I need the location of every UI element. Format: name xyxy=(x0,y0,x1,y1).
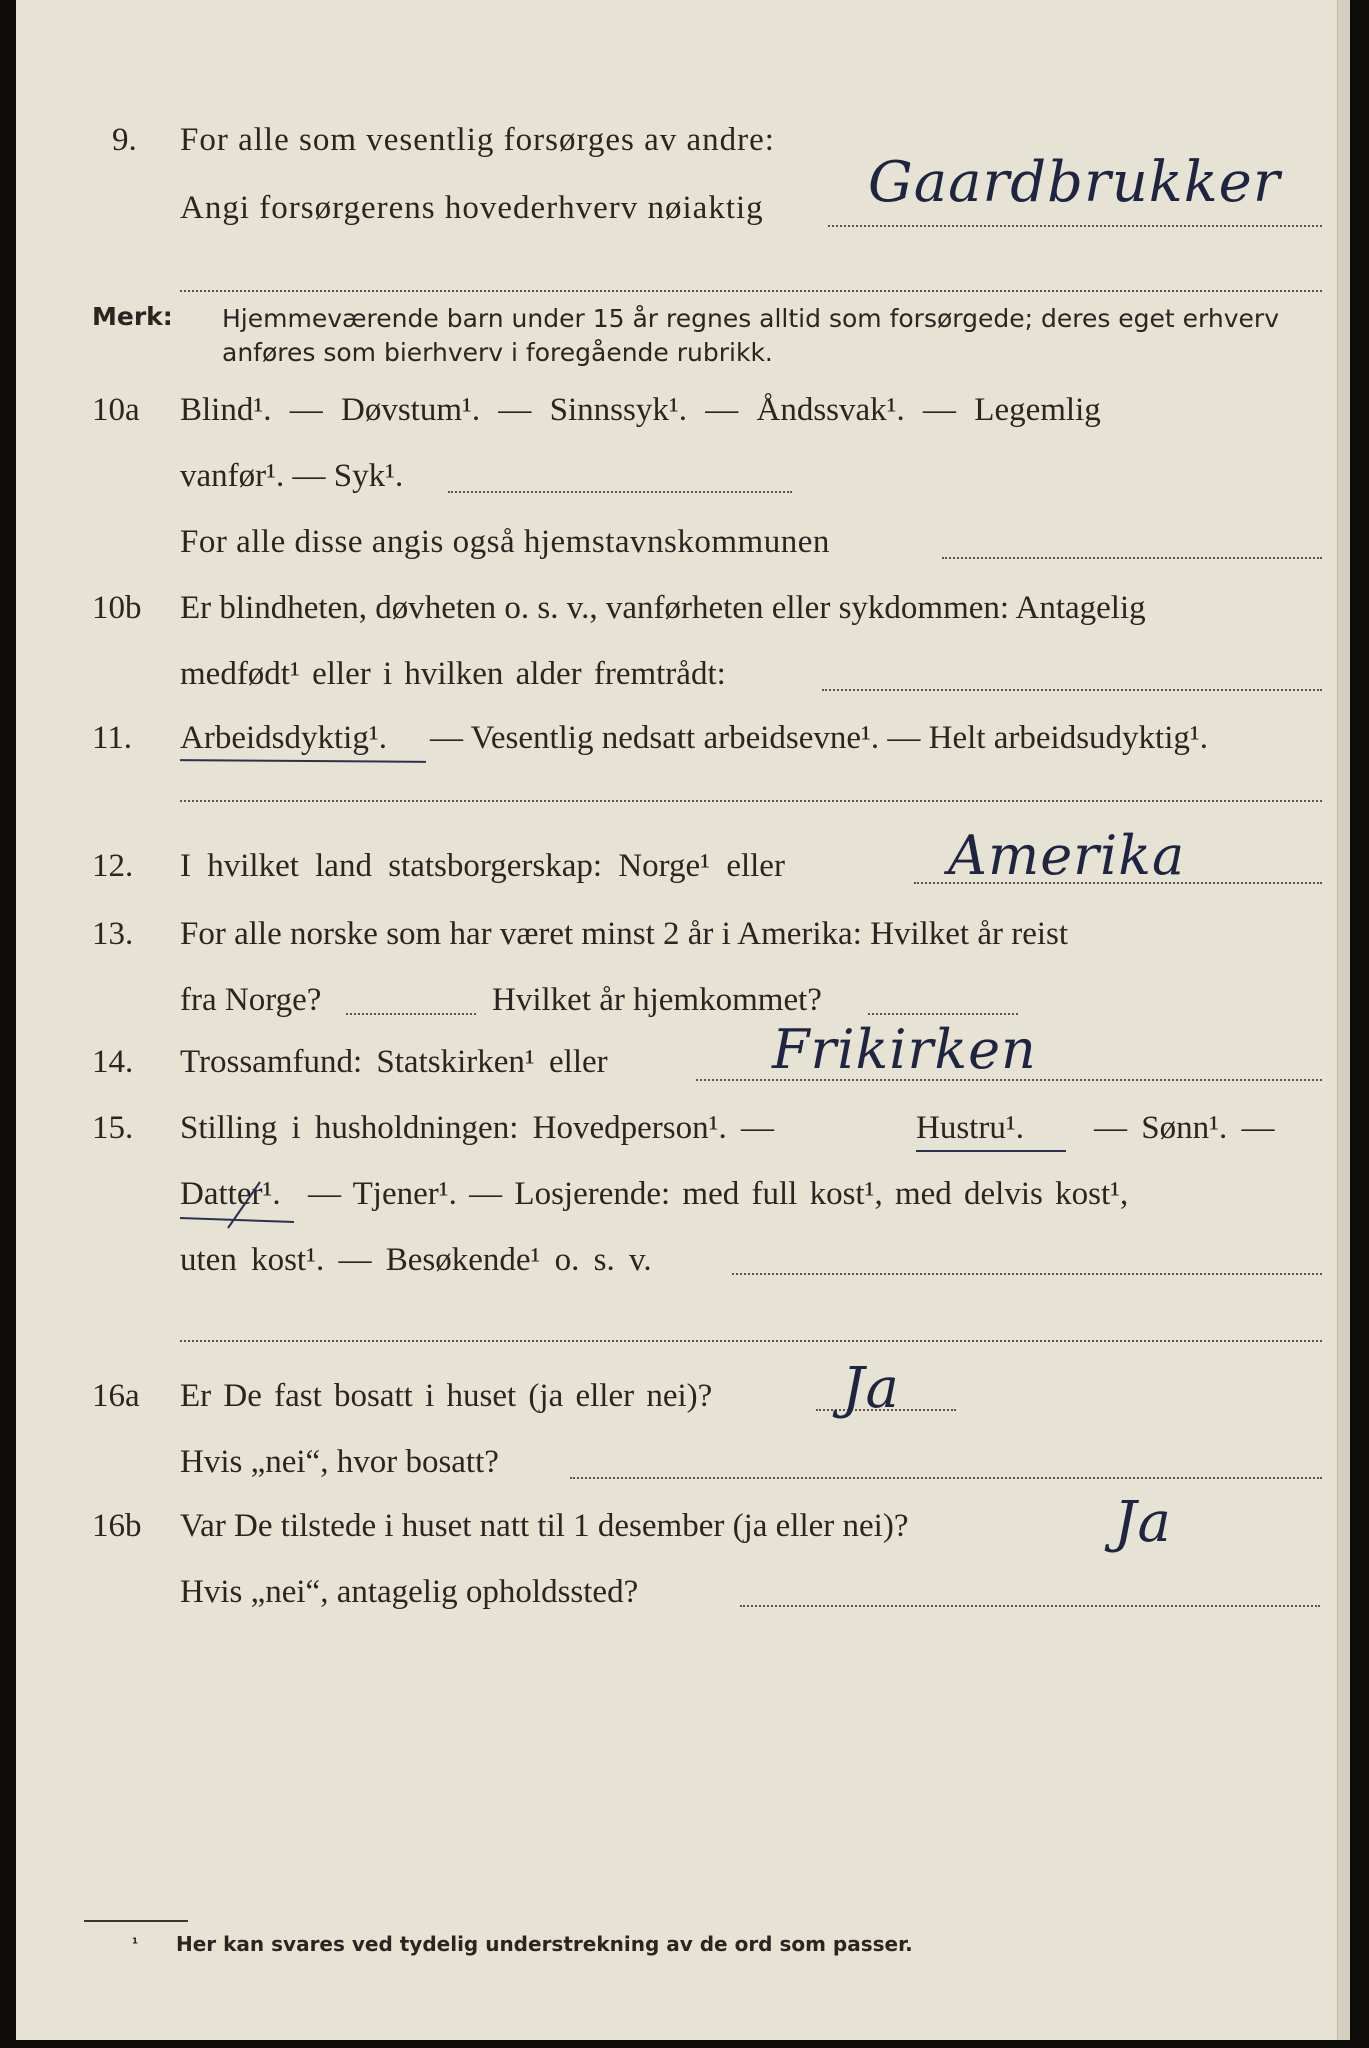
footnote-mark: ¹ xyxy=(132,1936,139,1952)
q10a-line3-blank xyxy=(942,557,1322,559)
q13-line1: For alle norske som har været minst 2 år i Amerika: Hvilket år reist xyxy=(180,916,1069,952)
q15-hustru-underline-mark xyxy=(916,1150,1066,1152)
q16a-line2: Hvis „nei“, hvor bosatt? xyxy=(180,1444,499,1480)
q15-blank-line xyxy=(180,1340,1322,1342)
q10b-blank xyxy=(822,689,1322,691)
q16a-number: 16a xyxy=(92,1378,140,1414)
q9-answer-line xyxy=(828,225,1322,227)
q15-line1a: Stilling i husholdningen: Hovedperson¹. — xyxy=(180,1110,774,1146)
footnote-text: Her kan svares ved tydelig understrekning av de ord som passer. xyxy=(176,1932,913,1956)
q11-number: 11. xyxy=(92,720,133,756)
q9-number: 9. xyxy=(112,122,137,158)
footnote-rule xyxy=(84,1920,188,1922)
q9-line1: For alle som vesentlig forsørges av andre: xyxy=(180,122,775,158)
merk-label: Merk: xyxy=(92,302,173,331)
q10a-number: 10a xyxy=(92,392,140,428)
q10a-line2-blank xyxy=(448,491,792,493)
q16a-answer-handwriting: Ja xyxy=(842,1356,900,1421)
q13-number: 13. xyxy=(92,916,134,952)
q13-line2b: Hvilket år hjemkommet? xyxy=(492,982,822,1018)
q16a-blank xyxy=(570,1477,1322,1479)
merk-line2: anføres som bierhverv i foregående rubrikk. xyxy=(222,338,773,367)
q16b-answer-handwriting: Ja xyxy=(1114,1490,1172,1555)
q14-answer-handwriting: Frikirken xyxy=(772,1018,1037,1081)
q13-line2a: fra Norge? xyxy=(180,982,322,1018)
q10b-number: 10b xyxy=(92,590,142,626)
census-form-page xyxy=(16,0,1350,2040)
q15-line2b: — Tjener¹. — Losjerende: med full kost¹, med delvis kost¹, xyxy=(308,1176,1129,1212)
q15-datter-mark xyxy=(176,1176,306,1236)
merk-line1: Hjemmeværende barn under 15 år regnes alltid som forsørgede; deres eget erhverv xyxy=(222,304,1279,333)
q16b-blank xyxy=(740,1605,1320,1607)
q10b-line2: medfødt¹ eller i hvilken alder fremtrådt: xyxy=(180,656,726,692)
q16b-line2: Hvis „nei“, antagelig opholdssted? xyxy=(180,1574,639,1610)
q10a-line2: vanfør¹. — Syk¹. xyxy=(180,458,404,494)
q11-rest: — Vesentlig nedsatt arbeidsevne¹. — Helt arbeidsudyktig¹. xyxy=(430,720,1209,756)
q12-line1: I hvilket land statsborgerskap: Norge¹ eller xyxy=(180,848,785,884)
q16b-number: 16b xyxy=(92,1508,142,1544)
q14-number: 14. xyxy=(92,1044,134,1080)
q9-answer-handwriting: Gaardbrukker xyxy=(868,150,1281,215)
q15-line3: uten kost¹. — Besøkende¹ o. s. v. xyxy=(180,1242,652,1278)
q16a-line1: Er De fast bosatt i huset (ja eller nei)? xyxy=(180,1378,713,1414)
q9-blank-line xyxy=(180,290,1322,292)
q13-reist-blank xyxy=(346,1013,476,1015)
q10b-line1: Er blindheten, døvheten o. s. v., vanførheten eller sykdommen: Antagelig xyxy=(180,590,1146,626)
q16b-line1: Var De tilstede i huset natt til 1 desember (ja eller nei)? xyxy=(180,1508,909,1544)
q15-blank xyxy=(732,1273,1322,1275)
q10a-line1: Blind¹. — Døvstum¹. — Sinnssyk¹. — Åndssvak¹. — Legemlig xyxy=(180,392,1101,428)
q14-line1: Trossamfund: Statskirken¹ eller xyxy=(180,1044,608,1080)
q10a-line3: For alle disse angis også hjemstavnskommunen xyxy=(180,524,830,560)
q9-line2: Angi forsørgerens hovederhverv nøiaktig xyxy=(180,190,764,226)
page-edge xyxy=(1337,0,1350,2040)
q12-answer-handwriting: Amerika xyxy=(948,824,1186,887)
q11-option-arbeidsdyktig: Arbeidsdyktig¹. xyxy=(180,720,387,756)
q12-number: 12. xyxy=(92,848,134,884)
q15-number: 15. xyxy=(92,1110,134,1146)
q15-line1c: — Sønn¹. — xyxy=(1094,1110,1275,1146)
q13-hjemkommet-blank xyxy=(868,1013,1018,1015)
q15-option-hustru: Hustru¹. xyxy=(916,1110,1024,1146)
q11-underline-mark xyxy=(180,759,426,763)
q11-blank-line xyxy=(180,800,1322,802)
q15-option-datter: Datter¹. xyxy=(180,1176,281,1212)
